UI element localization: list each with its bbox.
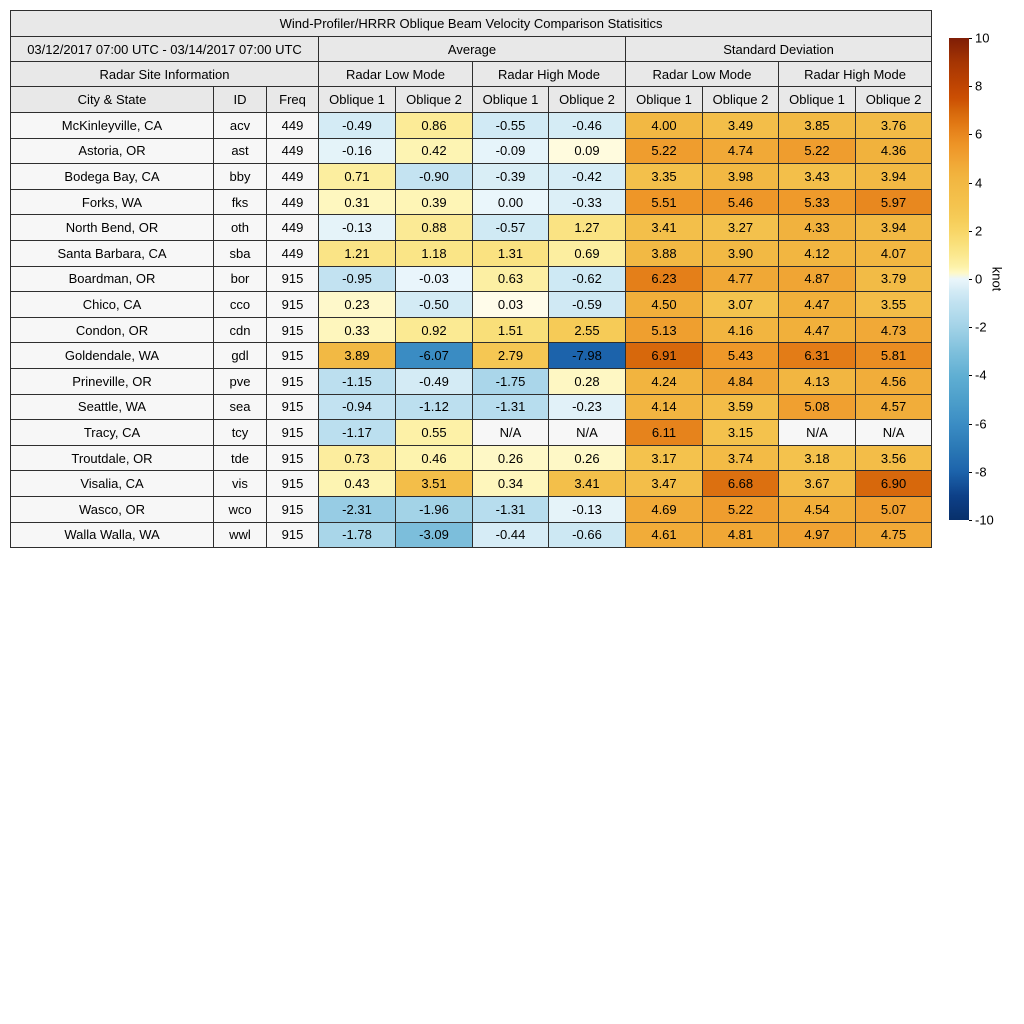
id-cell: fks [214,189,267,215]
value-cell: 3.67 [779,471,856,497]
value-cell: 0.46 [396,445,473,471]
value-cell: -0.94 [319,394,396,420]
value-cell: 4.74 [703,138,779,164]
value-cell: 3.17 [626,445,703,471]
colorbar-tick-label: 2 [975,223,983,239]
colorbar-tick-label: 10 [975,30,990,46]
subheader-avg-radar-high-mode: Radar High Mode [473,62,626,87]
value-cell: 3.94 [856,215,932,241]
col-header-oblique-1: Oblique 1 [779,87,856,113]
colorbar-tick-label: -8 [975,464,987,480]
value-cell: N/A [779,420,856,446]
value-cell: 3.89 [319,343,396,369]
value-cell: -1.31 [473,496,549,522]
value-cell: 4.75 [856,522,932,548]
value-cell: 3.49 [703,113,779,139]
value-cell: 4.47 [779,292,856,318]
col-header-id: ID [214,87,267,113]
value-cell: 5.97 [856,189,932,215]
value-cell: 4.07 [856,240,932,266]
value-cell: 4.12 [779,240,856,266]
value-cell: 0.42 [396,138,473,164]
subheader-std-radar-high-mode: Radar High Mode [779,62,932,87]
freq-cell: 915 [267,445,319,471]
value-cell: N/A [856,420,932,446]
value-cell: -0.57 [473,215,549,241]
id-cell: ast [214,138,267,164]
value-cell: -0.09 [473,138,549,164]
city-cell: Wasco, OR [11,496,214,522]
value-cell: 3.27 [703,215,779,241]
value-cell: 1.27 [549,215,626,241]
col-header-oblique-2: Oblique 2 [396,87,473,113]
id-cell: sba [214,240,267,266]
value-cell: 3.59 [703,394,779,420]
id-cell: cco [214,292,267,318]
table-row [11,496,932,522]
value-cell: 6.90 [856,471,932,497]
colorbar-tick [969,279,972,280]
group-header-standard-deviation: Standard Deviation [626,37,932,62]
value-cell: 3.18 [779,445,856,471]
city-cell: Boardman, OR [11,266,214,292]
value-cell: 3.74 [703,445,779,471]
value-cell: -0.50 [396,292,473,318]
value-cell: -0.13 [549,496,626,522]
value-cell: 5.08 [779,394,856,420]
value-cell: 5.22 [703,496,779,522]
value-cell: 3.76 [856,113,932,139]
value-cell: -1.12 [396,394,473,420]
freq-cell: 449 [267,215,319,241]
col-header-oblique-2: Oblique 2 [549,87,626,113]
value-cell: 0.31 [319,189,396,215]
value-cell: 0.86 [396,113,473,139]
colorbar-tick [969,38,972,39]
freq-cell: 449 [267,164,319,190]
value-cell: 0.09 [549,138,626,164]
value-cell: -2.31 [319,496,396,522]
city-cell: Walla Walla, WA [11,522,214,548]
value-cell: 3.79 [856,266,932,292]
value-cell: 4.14 [626,394,703,420]
value-cell: 5.07 [856,496,932,522]
value-cell: 6.31 [779,343,856,369]
col-header-oblique-2: Oblique 2 [856,87,932,113]
value-cell: 4.16 [703,317,779,343]
table-row [11,394,932,420]
value-cell: 4.54 [779,496,856,522]
value-cell: 0.33 [319,317,396,343]
colorbar-tick [969,472,972,473]
value-cell: -0.42 [549,164,626,190]
table-row [11,522,932,548]
value-cell: 0.28 [549,368,626,394]
value-cell: 3.94 [856,164,932,190]
value-cell: N/A [549,420,626,446]
value-cell: 3.47 [626,471,703,497]
value-cell: 1.18 [396,240,473,266]
colorbar-tick [969,134,972,135]
city-cell: Goldendale, WA [11,343,214,369]
value-cell: 1.31 [473,240,549,266]
city-cell: Seattle, WA [11,394,214,420]
id-cell: wwl [214,522,267,548]
value-cell: 3.85 [779,113,856,139]
colorbar-tick-label: -4 [975,367,987,383]
table-row [11,471,932,497]
table-row [11,420,932,446]
table-row [11,189,932,215]
value-cell: 3.90 [703,240,779,266]
value-cell: 0.34 [473,471,549,497]
value-cell: 3.07 [703,292,779,318]
value-cell: -0.49 [396,368,473,394]
value-cell: 4.56 [856,368,932,394]
city-cell: Forks, WA [11,189,214,215]
id-cell: gdl [214,343,267,369]
value-cell: -1.96 [396,496,473,522]
value-cell: -0.13 [319,215,396,241]
colorbar-gradient [949,38,969,520]
value-cell: 3.41 [549,471,626,497]
freq-cell: 449 [267,138,319,164]
value-cell: 4.81 [703,522,779,548]
value-cell: 0.92 [396,317,473,343]
colorbar-tick-label: 8 [975,78,983,94]
value-cell: 1.21 [319,240,396,266]
table-title: Wind-Profiler/HRRR Oblique Beam Velocity Comparison Statisitics [11,11,932,37]
city-cell: Tracy, CA [11,420,214,446]
value-cell: N/A [473,420,549,446]
value-cell: 4.69 [626,496,703,522]
value-cell: 4.77 [703,266,779,292]
col-header-freq: Freq [267,87,319,113]
value-cell: 3.35 [626,164,703,190]
value-cell: 4.36 [856,138,932,164]
value-cell: 4.57 [856,394,932,420]
value-cell: 4.50 [626,292,703,318]
colorbar-tick [969,231,972,232]
col-header-oblique-1: Oblique 1 [473,87,549,113]
subheader-std-radar-low-mode: Radar Low Mode [626,62,779,87]
city-cell: North Bend, OR [11,215,214,241]
table-row [11,215,932,241]
city-cell: Astoria, OR [11,138,214,164]
value-cell: -0.55 [473,113,549,139]
colorbar-tick [969,183,972,184]
value-cell: 3.51 [396,471,473,497]
table-row [11,292,932,318]
table-row [11,138,932,164]
freq-cell: 915 [267,420,319,446]
value-cell: 0.26 [473,445,549,471]
value-cell: 3.56 [856,445,932,471]
value-cell: 4.87 [779,266,856,292]
value-cell: 4.84 [703,368,779,394]
city-cell: Condon, OR [11,317,214,343]
value-cell: 4.33 [779,215,856,241]
value-cell: -7.98 [549,343,626,369]
value-cell: 5.13 [626,317,703,343]
value-cell: -0.95 [319,266,396,292]
value-cell: 5.46 [703,189,779,215]
value-cell: 5.51 [626,189,703,215]
value-cell: 0.03 [473,292,549,318]
value-cell: 3.98 [703,164,779,190]
colorbar-tick-label: -2 [975,319,987,335]
subheader-radar-site-information: Radar Site Information [11,62,319,87]
value-cell: -1.31 [473,394,549,420]
id-cell: wco [214,496,267,522]
value-cell: 5.81 [856,343,932,369]
freq-cell: 915 [267,292,319,318]
city-cell: Chico, CA [11,292,214,318]
colorbar-tick-label: 0 [975,271,983,287]
freq-cell: 915 [267,317,319,343]
colorbar-tick-label: -6 [975,416,987,432]
value-cell: 5.33 [779,189,856,215]
id-cell: vis [214,471,267,497]
col-header-oblique-2: Oblique 2 [703,87,779,113]
value-cell: 0.00 [473,189,549,215]
colorbar-tick-label: 4 [975,175,983,191]
id-cell: oth [214,215,267,241]
value-cell: 4.97 [779,522,856,548]
id-cell: bby [214,164,267,190]
value-cell: 3.55 [856,292,932,318]
value-cell: 6.68 [703,471,779,497]
value-cell: 0.26 [549,445,626,471]
colorbar-tick [969,375,972,376]
freq-cell: 449 [267,189,319,215]
freq-cell: 449 [267,113,319,139]
value-cell: -1.78 [319,522,396,548]
city-cell: Santa Barbara, CA [11,240,214,266]
col-header-city-state: City & State [11,87,214,113]
col-header-oblique-1: Oblique 1 [319,87,396,113]
group-header-average: Average [319,37,626,62]
value-cell: 0.43 [319,471,396,497]
value-cell: 5.22 [626,138,703,164]
value-cell: 4.00 [626,113,703,139]
value-cell: 6.91 [626,343,703,369]
table-row [11,317,932,343]
city-cell: McKinleyville, CA [11,113,214,139]
id-cell: tde [214,445,267,471]
col-header-oblique-1: Oblique 1 [626,87,703,113]
table-row [11,266,932,292]
subheader-avg-radar-low-mode: Radar Low Mode [319,62,473,87]
value-cell: 4.24 [626,368,703,394]
value-cell: -0.44 [473,522,549,548]
city-cell: Troutdale, OR [11,445,214,471]
value-cell: 0.88 [396,215,473,241]
value-cell: 0.71 [319,164,396,190]
colorbar-unit-label: knot [989,266,1005,292]
table-row [11,445,932,471]
value-cell: -6.07 [396,343,473,369]
id-cell: sea [214,394,267,420]
value-cell: -1.75 [473,368,549,394]
id-cell: tcy [214,420,267,446]
freq-cell: 915 [267,368,319,394]
value-cell: 5.22 [779,138,856,164]
value-cell: -1.17 [319,420,396,446]
value-cell: 0.39 [396,189,473,215]
stats-table [10,10,932,548]
freq-cell: 915 [267,522,319,548]
table-row [11,164,932,190]
id-cell: acv [214,113,267,139]
value-cell: 4.47 [779,317,856,343]
colorbar-tick [969,86,972,87]
value-cell: -1.15 [319,368,396,394]
freq-cell: 915 [267,471,319,497]
city-cell: Bodega Bay, CA [11,164,214,190]
freq-cell: 915 [267,496,319,522]
value-cell: 1.51 [473,317,549,343]
value-cell: -0.46 [549,113,626,139]
city-cell: Visalia, CA [11,471,214,497]
value-cell: 6.23 [626,266,703,292]
colorbar-tick [969,424,972,425]
value-cell: 0.55 [396,420,473,446]
colorbar-tick-label: 6 [975,126,983,142]
value-cell: 5.43 [703,343,779,369]
value-cell: 0.69 [549,240,626,266]
table-row [11,113,932,139]
value-cell: -3.09 [396,522,473,548]
value-cell: 0.73 [319,445,396,471]
freq-cell: 915 [267,266,319,292]
colorbar-tick [969,520,972,521]
table-row [11,240,932,266]
value-cell: 3.43 [779,164,856,190]
value-cell: -0.49 [319,113,396,139]
value-cell: 6.11 [626,420,703,446]
id-cell: bor [214,266,267,292]
value-cell: 4.73 [856,317,932,343]
value-cell: -0.23 [549,394,626,420]
table-row [11,368,932,394]
value-cell: 3.41 [626,215,703,241]
colorbar-tick-label: -10 [975,512,994,528]
value-cell: 2.55 [549,317,626,343]
city-cell: Prineville, OR [11,368,214,394]
value-cell: -0.66 [549,522,626,548]
table-row [11,343,932,369]
value-cell: -0.39 [473,164,549,190]
value-cell: 3.15 [703,420,779,446]
value-cell: 4.61 [626,522,703,548]
value-cell: -0.16 [319,138,396,164]
value-cell: 0.23 [319,292,396,318]
colorbar-tick [969,327,972,328]
value-cell: -0.33 [549,189,626,215]
value-cell: 4.13 [779,368,856,394]
value-cell: 2.79 [473,343,549,369]
id-cell: pve [214,368,267,394]
value-cell: -0.62 [549,266,626,292]
value-cell: -0.59 [549,292,626,318]
value-cell: -0.03 [396,266,473,292]
date-range: 03/12/2017 07:00 UTC - 03/14/2017 07:00 UTC [11,37,319,62]
freq-cell: 915 [267,343,319,369]
value-cell: 3.88 [626,240,703,266]
value-cell: 0.63 [473,266,549,292]
freq-cell: 449 [267,240,319,266]
id-cell: cdn [214,317,267,343]
freq-cell: 915 [267,394,319,420]
value-cell: -0.90 [396,164,473,190]
